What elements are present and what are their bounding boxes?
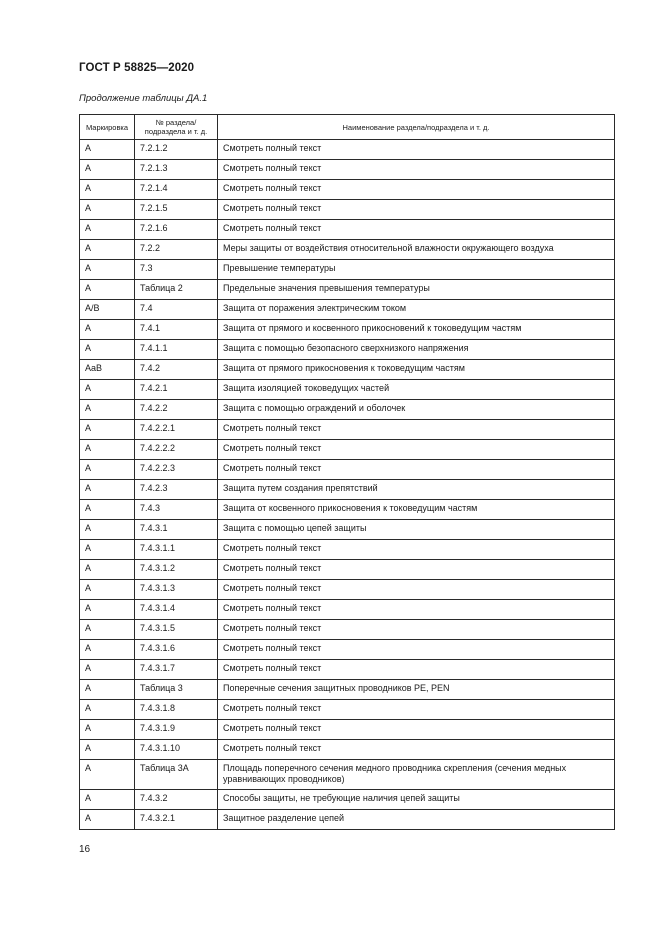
- table-row: [80, 220, 615, 240]
- cell-section-name: Смотреть полный текст: [218, 180, 615, 200]
- cell-section-number: 7.4.3.2.1: [135, 810, 218, 830]
- cell-section-number: 7.4.3.1.4: [135, 600, 218, 620]
- column-header-section-name: Наименование раздела/подраздела и т. д.: [218, 115, 615, 140]
- cell-section-name: Смотреть полный текст: [218, 420, 615, 440]
- cell-section-number: 7.2.2: [135, 240, 218, 260]
- cell-section-number: 7.4.3.1.7: [135, 660, 218, 680]
- table-row: [80, 540, 615, 560]
- cell-marking: A: [80, 520, 135, 540]
- column-header-section-number: № раздела/ подраздела и т. д.: [135, 115, 218, 140]
- cell-marking: A: [80, 320, 135, 340]
- cell-marking: A: [80, 580, 135, 600]
- cell-marking: A: [80, 180, 135, 200]
- table-row: [80, 520, 615, 540]
- table-row: [80, 760, 615, 790]
- table-row: [80, 300, 615, 320]
- cell-marking: A: [80, 790, 135, 810]
- cell-section-number: 7.4.3.1.3: [135, 580, 218, 600]
- cell-section-number: 7.4.3.1.6: [135, 640, 218, 660]
- cell-section-name: Защита с помощью цепей защиты: [218, 520, 615, 540]
- table-row: [80, 790, 615, 810]
- table-row: [80, 810, 615, 830]
- table-row: [80, 480, 615, 500]
- table-row: [80, 700, 615, 720]
- cell-section-number: 7.2.1.2: [135, 140, 218, 160]
- cell-section-number: 7.4.3.1.1: [135, 540, 218, 560]
- column-header-marking: Маркировка: [80, 115, 135, 140]
- cell-section-name: Смотреть полный текст: [218, 720, 615, 740]
- table-header-row: [80, 115, 615, 140]
- cell-section-name: Защитное разделение цепей: [218, 810, 615, 830]
- cell-marking: A: [80, 720, 135, 740]
- cell-section-name: Смотреть полный текст: [218, 220, 615, 240]
- cell-marking: A: [80, 620, 135, 640]
- cell-section-number: Таблица 3: [135, 680, 218, 700]
- cell-section-name: Защита от поражения электрическим током: [218, 300, 615, 320]
- cell-section-name: Защита с помощью ограждений и оболочек: [218, 400, 615, 420]
- table-row: [80, 200, 615, 220]
- cell-section-name: Защита от прямого и косвенного прикосновений к токоведущим частям: [218, 320, 615, 340]
- cell-section-name: Защита от косвенного прикосновения к токоведущим частям: [218, 500, 615, 520]
- cell-section-name: Меры защиты от воздействия относительной влажности окружающего воздуха: [218, 240, 615, 260]
- table-row: [80, 320, 615, 340]
- cell-section-name: Смотреть полный текст: [218, 620, 615, 640]
- table-row: [80, 620, 615, 640]
- table-row: [80, 240, 615, 260]
- table-row: [80, 660, 615, 680]
- cell-section-number: 7.2.1.4: [135, 180, 218, 200]
- cell-section-number: 7.4.2.3: [135, 480, 218, 500]
- table-row: [80, 740, 615, 760]
- cell-section-number: 7.4.2.2.3: [135, 460, 218, 480]
- cell-marking: A: [80, 740, 135, 760]
- cell-section-name: Смотреть полный текст: [218, 460, 615, 480]
- cell-marking: A: [80, 260, 135, 280]
- cell-section-number: 7.2.1.5: [135, 200, 218, 220]
- cell-section-name: Защита от прямого прикосновения к токоведущим частям: [218, 360, 615, 380]
- cell-section-number: 7.4.3.2: [135, 790, 218, 810]
- cell-section-name: Смотреть полный текст: [218, 700, 615, 720]
- cell-marking: A: [80, 460, 135, 480]
- cell-marking: A: [80, 700, 135, 720]
- cell-section-number: 7.3: [135, 260, 218, 280]
- cell-section-number: 7.4.3.1.2: [135, 560, 218, 580]
- table-row: [80, 360, 615, 380]
- table-row: [80, 500, 615, 520]
- cell-section-number: 7.4.3.1.10: [135, 740, 218, 760]
- cell-marking: A: [80, 810, 135, 830]
- cell-marking: A: [80, 540, 135, 560]
- cell-section-number: 7.4.3.1.5: [135, 620, 218, 640]
- cell-section-number: 7.4.2: [135, 360, 218, 380]
- table-row: [80, 140, 615, 160]
- cell-marking: A: [80, 400, 135, 420]
- cell-marking: A/B: [80, 300, 135, 320]
- table-row: [80, 560, 615, 580]
- cell-section-name: Предельные значения превышения температуры: [218, 280, 615, 300]
- cell-marking: A: [80, 280, 135, 300]
- cell-marking: A: [80, 760, 135, 790]
- cell-marking: A: [80, 240, 135, 260]
- cell-section-name: Смотреть полный текст: [218, 560, 615, 580]
- cell-section-name: Площадь поперечного сечения медного проводника скрепления (сечения медных уравнивающих проводников): [218, 760, 615, 790]
- table-row: [80, 580, 615, 600]
- cell-marking: A: [80, 380, 135, 400]
- table-row: [80, 420, 615, 440]
- cell-section-name: Защита путем создания препятствий: [218, 480, 615, 500]
- table-row: [80, 400, 615, 420]
- cell-marking: A: [80, 420, 135, 440]
- cell-section-number: 7.4.1.1: [135, 340, 218, 360]
- cell-section-name: Смотреть полный текст: [218, 200, 615, 220]
- cell-section-number: 7.4.2.1: [135, 380, 218, 400]
- cell-section-number: 7.2.1.3: [135, 160, 218, 180]
- cell-section-name: Поперечные сечения защитных проводников PE, PEN: [218, 680, 615, 700]
- table-row: [80, 640, 615, 660]
- cell-marking: AaB: [80, 360, 135, 380]
- cell-marking: A: [80, 480, 135, 500]
- table-row: [80, 380, 615, 400]
- table-row: [80, 260, 615, 280]
- cell-section-name: Смотреть полный текст: [218, 600, 615, 620]
- cell-marking: A: [80, 160, 135, 180]
- cell-section-number: 7.4.3.1.9: [135, 720, 218, 740]
- cell-section-number: 7.4.2.2.2: [135, 440, 218, 460]
- cell-section-number: 7.4.3: [135, 500, 218, 520]
- cell-section-name: Смотреть полный текст: [218, 740, 615, 760]
- cell-section-name: Защита изоляцией токоведущих частей: [218, 380, 615, 400]
- cell-marking: A: [80, 440, 135, 460]
- cell-section-number: 7.2.1.6: [135, 220, 218, 240]
- cell-section-name: Превышение температуры: [218, 260, 615, 280]
- cell-marking: A: [80, 200, 135, 220]
- cell-section-name: Смотреть полный текст: [218, 540, 615, 560]
- table-body: [80, 140, 615, 830]
- cell-marking: A: [80, 560, 135, 580]
- table-row: [80, 160, 615, 180]
- cell-marking: A: [80, 680, 135, 700]
- cell-section-number: Таблица 2: [135, 280, 218, 300]
- cell-section-name: Смотреть полный текст: [218, 660, 615, 680]
- cell-section-number: 7.4.3.1.8: [135, 700, 218, 720]
- table-row: [80, 720, 615, 740]
- cell-section-name: Смотреть полный текст: [218, 140, 615, 160]
- table-row: [80, 460, 615, 480]
- table-row: [80, 440, 615, 460]
- cell-marking: A: [80, 220, 135, 240]
- table-row: [80, 340, 615, 360]
- cell-section-number: 7.4.3.1: [135, 520, 218, 540]
- cell-marking: A: [80, 340, 135, 360]
- cell-section-name: Смотреть полный текст: [218, 640, 615, 660]
- cell-section-number: 7.4.2.2: [135, 400, 218, 420]
- correspondence-table: [79, 114, 615, 830]
- table-row: [80, 180, 615, 200]
- table-row: [80, 280, 615, 300]
- page-number: 16: [79, 844, 91, 855]
- table-row: [80, 600, 615, 620]
- cell-section-number: 7.4: [135, 300, 218, 320]
- table-caption: Продолжение таблицы ДА.1: [79, 93, 208, 104]
- table-row: [80, 680, 615, 700]
- cell-section-name: Смотреть полный текст: [218, 580, 615, 600]
- cell-section-number: 7.4.1: [135, 320, 218, 340]
- cell-marking: A: [80, 660, 135, 680]
- cell-marking: A: [80, 500, 135, 520]
- cell-marking: A: [80, 600, 135, 620]
- cell-section-name: Смотреть полный текст: [218, 440, 615, 460]
- cell-marking: A: [80, 640, 135, 660]
- cell-section-name: Смотреть полный текст: [218, 160, 615, 180]
- cell-section-name: Способы защиты, не требующие наличия цепей защиты: [218, 790, 615, 810]
- cell-section-number: 7.4.2.2.1: [135, 420, 218, 440]
- document-code: ГОСТ Р 58825—2020: [79, 62, 195, 74]
- cell-section-number: Таблица 3А: [135, 760, 218, 790]
- cell-marking: A: [80, 140, 135, 160]
- cell-section-name: Защита с помощью безопасного сверхнизкого напряжения: [218, 340, 615, 360]
